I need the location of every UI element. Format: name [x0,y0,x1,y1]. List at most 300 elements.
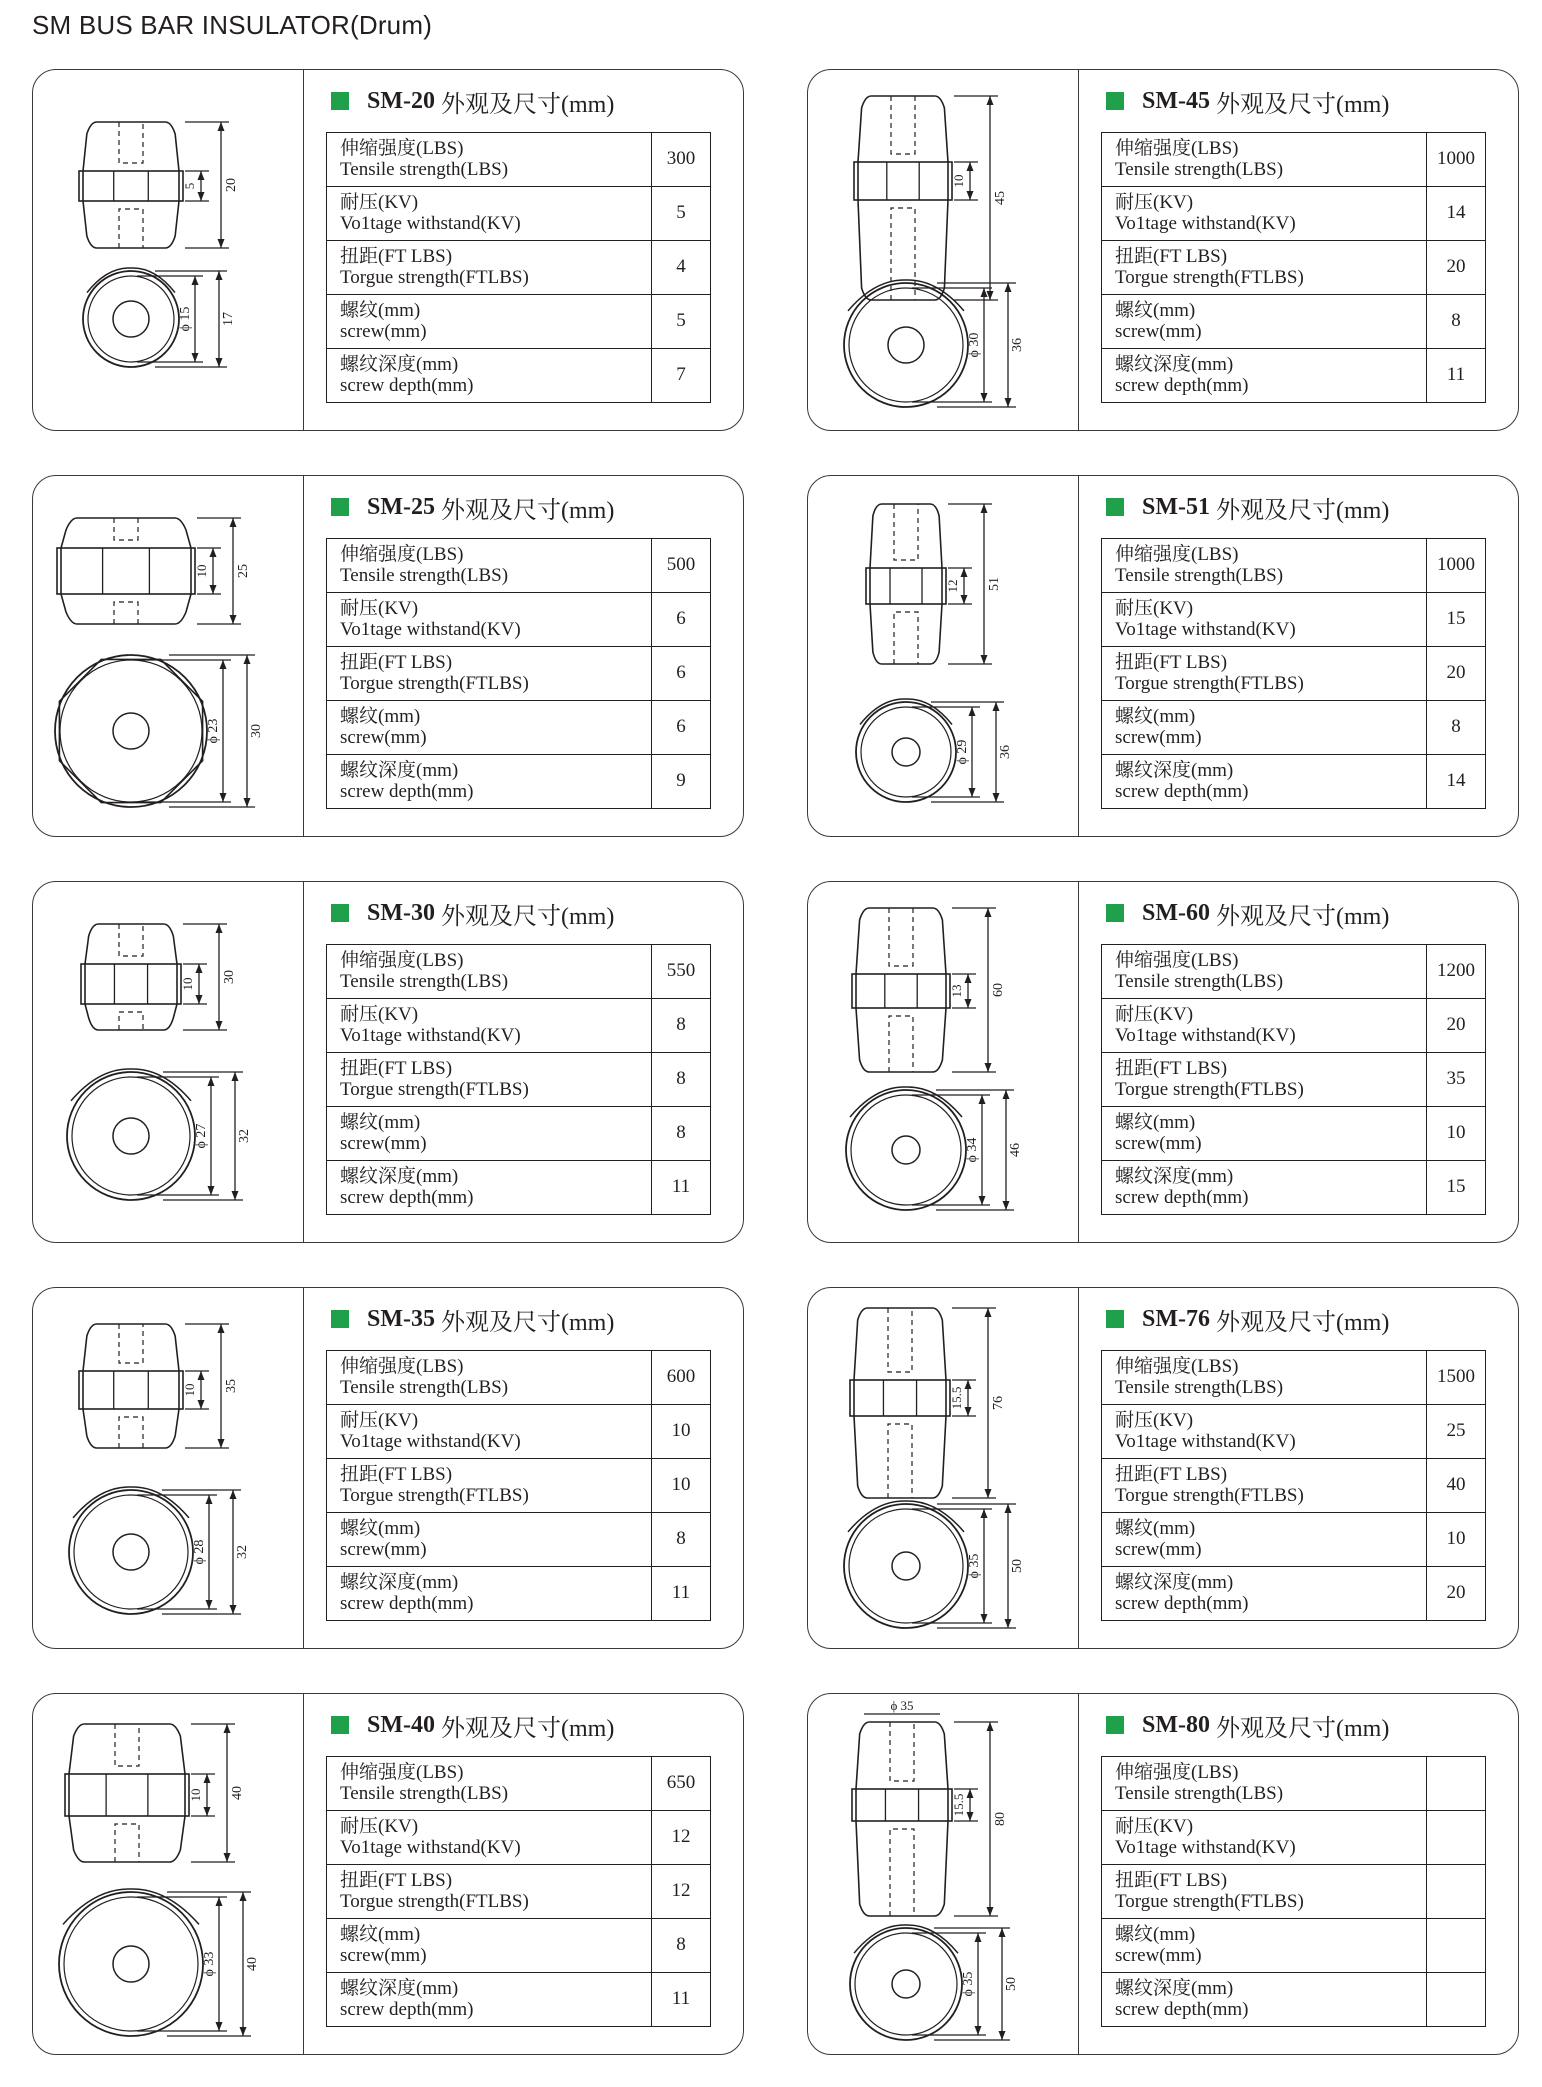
spec-label [1102,1161,1427,1215]
top-view-rim [63,1889,199,1924]
card-divider [1078,882,1079,1242]
insert-dimension-line-arrow-bottom [965,999,972,1008]
top-thread-hidden [889,908,913,966]
spec-row [327,349,711,403]
top-view [856,699,956,802]
spec-row [1102,133,1486,187]
spec-table [326,944,711,1215]
inner-diameter-label: ϕ 35 [961,1971,976,1997]
spec-value [1427,1973,1486,2027]
spec-value: 8 [652,999,711,1053]
inner-circle [64,1897,198,2031]
model-name: SM-76 [1142,1305,1210,1332]
insulator-drawing [33,1288,303,1646]
top-thread-hidden [894,504,918,560]
spec-label [1102,1919,1427,1973]
spec-label-cn: 螺纹(mm) [340,1923,421,1945]
product-title [1106,896,1389,930]
spec-row [1102,1053,1486,1107]
spec-table [1101,132,1486,403]
spec-value: 25 [1427,1405,1486,1459]
spec-label-cn: 螺纹深度(mm) [1115,1977,1234,1999]
spec-label [327,1973,652,2027]
side-view [852,908,950,1072]
bottom-thread-hidden [114,602,138,624]
spec-value: 11 [1427,349,1486,403]
spec-label-cn: 伸缩强度(LBS) [340,949,464,971]
inner-diameter-line-arrow-bottom [206,1600,213,1609]
spec-label-cn: 耐压(KV) [1115,1815,1194,1837]
inner-diameter-label: ϕ 33 [202,1951,217,1977]
inner-diameter-line-arrow-bottom [981,393,988,402]
insert-dimension-line-arrow-top [961,568,968,577]
height-label: 80 [993,1812,1008,1826]
spec-row [327,1973,711,2027]
spec-label [327,1811,652,1865]
spec-row [1102,593,1486,647]
insulator-band [65,1774,189,1816]
spec-value: 1000 [1427,539,1486,593]
spec-label [1102,295,1427,349]
spec-label [327,1567,652,1621]
spec-label [1102,539,1427,593]
product-card-sm-40 [32,1693,744,2055]
inner-diameter-label: ϕ 15 [178,306,193,332]
green-square-bullet [1106,1310,1124,1328]
spec-value: 15 [1427,593,1486,647]
spec-label [1102,1053,1427,1107]
spec-row [327,187,711,241]
spec-label [1102,133,1427,187]
spec-row [1102,1567,1486,1621]
spec-row [1102,701,1486,755]
height-dimension-line-arrow-bottom [981,655,988,664]
height-label: 35 [224,1379,239,1393]
top-thread-hidden [119,1324,143,1363]
spec-value: 7 [652,349,711,403]
spec-label-en: screw depth(mm) [340,780,474,802]
side-view [81,924,181,1030]
spec-row [327,1459,711,1513]
outer-diameter-line-arrow-top [1005,283,1012,292]
spec-label-cn: 螺纹(mm) [1115,1517,1196,1539]
product-card-sm-30 [32,881,744,1243]
insert-dimension-line-arrow-top [198,171,205,180]
insert-dimension-line-arrow-top [204,1774,211,1783]
inner-diameter-line-arrow-bottom [220,793,227,802]
model-name: SM-40 [367,1711,435,1738]
spec-label-cn: 耐压(KV) [340,191,419,213]
spec-label-cn: 耐压(KV) [1115,1409,1194,1431]
card-divider [1078,1694,1079,2054]
product-card-sm-35 [32,1287,744,1649]
spec-label-en: screw(mm) [1115,1944,1202,1966]
outer-diameter-label: 36 [998,745,1013,759]
top-thread-hidden [888,1308,912,1372]
spec-value: 10 [1427,1513,1486,1567]
spec-label [327,701,652,755]
spec-label-en: Torgue strength(FTLBS) [340,1890,529,1912]
bottom-thread-hidden [894,612,918,664]
spec-label-en: screw(mm) [1115,726,1202,748]
product-card-sm-45 [807,69,1519,431]
spec-label-cn: 扭距(FT LBS) [1115,1869,1228,1891]
spec-value: 6 [652,647,711,701]
model-name: SM-45 [1142,87,1210,114]
spec-table [1101,1756,1486,2027]
inner-diameter-line-arrow-top [981,1509,988,1518]
spec-row [327,755,711,809]
top-thread-hidden [119,924,143,956]
spec-label-cn: 螺纹深度(mm) [340,353,459,375]
insert-height-label: 10 [194,564,209,578]
spec-value: 14 [1427,755,1486,809]
spec-value: 20 [1427,647,1486,701]
spec-row [1102,1811,1486,1865]
insert-dimension-line-arrow-top [967,1789,974,1798]
spec-row [1102,1107,1486,1161]
spec-label-en: screw(mm) [340,726,427,748]
spec-label-cn: 伸缩强度(LBS) [340,543,464,565]
spec-value: 14 [1427,187,1486,241]
green-square-bullet [331,1310,349,1328]
outer-diameter-line-arrow-bottom [230,1605,237,1614]
spec-label-cn: 螺纹(mm) [1115,1111,1196,1133]
inner-diameter-line-arrow-bottom [208,1186,215,1195]
spec-row [1102,755,1486,809]
inner-diameter-line-arrow-top [975,1933,982,1942]
spec-value: 6 [652,701,711,755]
spec-label-cn: 扭距(FT LBS) [340,651,453,673]
spec-label-cn: 螺纹(mm) [1115,1923,1196,1945]
spec-row [1102,1973,1486,2027]
dimension-drawing [808,1694,1078,2054]
insert-dimension-line-arrow-bottom [198,192,205,201]
spec-row [327,1351,711,1405]
spec-label [1102,701,1427,755]
spec-label-en: screw(mm) [340,1538,427,1560]
spec-label-en: screw depth(mm) [1115,780,1249,802]
page-title: SM BUS BAR INSULATOR(Drum) [32,10,433,40]
insert-height-label: 10 [180,977,195,991]
screw-hole [113,1118,149,1154]
top-width-label: ϕ 35 [890,1698,914,1713]
outer-circle [55,655,207,807]
insulator-body [83,1324,179,1448]
spec-row [1102,349,1486,403]
green-square-bullet [331,498,349,516]
spec-value: 1000 [1427,133,1486,187]
spec-label-cn: 螺纹深度(mm) [340,1977,459,1999]
spec-row [1102,241,1486,295]
top-thread-hidden [890,1722,914,1781]
spec-label [327,349,652,403]
product-title [1106,84,1389,118]
spec-label-en: screw depth(mm) [340,1998,474,2020]
spec-value: 500 [652,539,711,593]
insulator-drawing [808,1694,1078,2052]
insulator-band [79,1371,183,1409]
spec-value: 6 [652,593,711,647]
side-view [866,504,946,664]
title-suffix: 外观及尺寸(mm) [441,497,615,524]
green-square-bullet [331,92,349,110]
spec-value: 35 [1427,1053,1486,1107]
outer-diameter-line-arrow-top [230,1490,237,1499]
spec-label-en: Tensile strength(LBS) [1115,1376,1284,1398]
insulator-body [61,518,191,624]
product-card-sm-80 [807,1693,1519,2055]
inner-diameter-line-arrow-bottom [192,353,199,362]
outer-diameter-line-arrow-bottom [240,2027,247,2036]
spec-label-cn: 螺纹深度(mm) [1115,1165,1234,1187]
top-view-rim [848,1501,964,1532]
product-card-sm-51 [807,475,1519,837]
spec-label [327,647,652,701]
outer-diameter-label: 50 [1010,1559,1025,1573]
inner-diameter-line-arrow-bottom [981,1614,988,1623]
bottom-thread-hidden [119,1417,143,1448]
inner-diameter-label: ϕ 29 [955,739,970,765]
outer-diameter-line-arrow-top [1005,1504,1012,1513]
height-dimension-line-arrow-top [218,1324,225,1333]
height-dimension-line-arrow-bottom [216,1021,223,1030]
top-view [844,280,968,407]
insulator-body [854,1308,946,1498]
screw-hole [892,1136,920,1164]
dimension-drawing [808,1288,1078,1648]
insert-height-label: 13 [949,984,964,998]
inner-circle [849,288,963,402]
inner-diameter-label: ϕ 28 [192,1539,207,1565]
spec-label-cn: 螺纹(mm) [1115,705,1196,727]
spec-row [1102,539,1486,593]
inner-diameter-line-arrow-bottom [979,1196,986,1205]
insert-dimension-line-arrow-bottom [210,585,217,594]
inner-circle [88,276,174,362]
spec-value: 11 [652,1161,711,1215]
insert-height-label: 10 [951,174,966,188]
dimension-drawing [33,1288,303,1648]
insulator-band [57,548,195,594]
inner-diameter-label: ϕ 34 [965,1137,980,1163]
outer-diameter-line-arrow-bottom [999,2031,1006,2040]
spec-label [1102,1757,1427,1811]
dimension-drawing [33,476,303,836]
card-divider [1078,1288,1079,1648]
spec-value: 300 [652,133,711,187]
insulator-band [81,964,181,1004]
spec-row [1102,1757,1486,1811]
screw-hole [113,713,149,749]
insert-dimension-line-arrow-bottom [204,1807,211,1816]
outer-diameter-label: 46 [1008,1143,1023,1157]
spec-label-en: Vo1tage withstand(KV) [1115,1430,1296,1452]
inner-diameter-label: ϕ 27 [194,1123,209,1149]
spec-label [327,1161,652,1215]
card-divider [303,70,304,430]
spec-label [1102,999,1427,1053]
height-dimension-line-arrow-top [218,122,225,131]
screw-hole [888,327,924,363]
green-square-bullet [1106,498,1124,516]
screw-hole [113,301,149,337]
spec-value [1427,1919,1486,1973]
spec-label-en: Torgue strength(FTLBS) [340,266,529,288]
spec-row [327,999,711,1053]
inner-diameter-label: ϕ 23 [206,718,221,744]
spec-label-en: Torgue strength(FTLBS) [1115,1890,1304,1912]
outer-diameter-line-arrow-bottom [232,1191,239,1200]
insulator-band [852,1789,952,1821]
spec-label [1102,593,1427,647]
title-suffix: 外观及尺寸(mm) [441,1715,615,1742]
outer-diameter-line-arrow-bottom [1005,1619,1012,1628]
top-thread-hidden [115,1724,139,1766]
height-dimension-line-arrow-top [985,1308,992,1317]
model-name: SM-80 [1142,1711,1210,1738]
spec-label-en: Vo1tage withstand(KV) [1115,212,1296,234]
side-view [79,1324,183,1448]
spec-row [327,945,711,999]
spec-label-cn: 扭距(FT LBS) [340,1463,453,1485]
spec-row [1102,1513,1486,1567]
spec-label-cn: 螺纹深度(mm) [1115,1571,1234,1593]
model-name: SM-60 [1142,899,1210,926]
product-title [331,84,614,118]
spec-label-en: Vo1tage withstand(KV) [340,1836,521,1858]
spec-label-en: Torgue strength(FTLBS) [1115,1078,1304,1100]
spec-value: 10 [652,1405,711,1459]
insert-dimension-line-arrow-top [965,1380,972,1389]
model-name: SM-30 [367,899,435,926]
inner-diameter-label: ϕ 35 [967,1553,982,1579]
spec-label-en: Vo1tage withstand(KV) [1115,618,1296,640]
inner-diameter-line-arrow-top [969,707,976,716]
height-dimension-line-arrow-top [224,1724,231,1733]
spec-value: 15 [1427,1161,1486,1215]
product-card-sm-20 [32,69,744,431]
height-dimension-line-arrow-top [987,1722,994,1731]
insulator-body [85,924,177,1030]
spec-row [327,1053,711,1107]
spec-value [1427,1811,1486,1865]
spec-row [1102,1351,1486,1405]
green-square-bullet [1106,904,1124,922]
insulator-body [856,908,946,1072]
spec-row [1102,1459,1486,1513]
outer-circle [83,271,179,367]
spec-label-en: Vo1tage withstand(KV) [340,1024,521,1046]
spec-label-cn: 扭距(FT LBS) [1115,1057,1228,1079]
spec-row [1102,295,1486,349]
spec-row [327,1865,711,1919]
outer-diameter-line-arrow-bottom [993,793,1000,802]
inner-circle [72,1077,190,1195]
product-card-sm-25 [32,475,744,837]
top-view [850,1925,962,2040]
spec-label [1102,349,1427,403]
title-suffix: 外观及尺寸(mm) [1216,903,1390,930]
spec-label-en: Torgue strength(FTLBS) [1115,266,1304,288]
spec-label [327,1513,652,1567]
spec-label-cn: 耐压(KV) [1115,191,1194,213]
spec-value: 11 [652,1567,711,1621]
spec-table [326,1756,711,2027]
insert-dimension-line-arrow-bottom [967,191,974,200]
spec-label-en: screw depth(mm) [1115,374,1249,396]
spec-value: 8 [652,1053,711,1107]
spec-row [327,1757,711,1811]
insulator-body [69,1724,185,1862]
insert-height-label: 10 [182,1383,197,1397]
spec-label-cn: 耐压(KV) [340,1003,419,1025]
spec-label-cn: 伸缩强度(LBS) [340,137,464,159]
spec-table [1101,538,1486,809]
height-label: 60 [991,983,1006,997]
spec-row [1102,1161,1486,1215]
green-square-bullet [1106,1716,1124,1734]
spec-label [1102,1459,1427,1513]
top-thread-hidden [119,122,143,163]
spec-label [1102,187,1427,241]
spec-label-cn: 耐压(KV) [1115,597,1194,619]
outer-circle [844,1504,968,1628]
spec-value: 8 [652,1513,711,1567]
insulator-drawing [808,70,1078,428]
spec-label-cn: 耐压(KV) [340,1815,419,1837]
outer-diameter-line-arrow-bottom [1005,398,1012,407]
inner-diameter-line-arrow-top [192,276,199,285]
spec-value: 650 [652,1757,711,1811]
insulator-drawing [33,476,303,834]
spec-label-cn: 伸缩强度(LBS) [1115,949,1239,971]
top-thread-hidden [891,96,915,154]
spec-label-en: Tensile strength(LBS) [340,1376,509,1398]
spec-label-cn: 伸缩强度(LBS) [1115,1761,1239,1783]
spec-label [327,1459,652,1513]
spec-label-en: Vo1tage withstand(KV) [340,1430,521,1452]
spec-label-en: Vo1tage withstand(KV) [1115,1836,1296,1858]
card-divider [1078,476,1079,836]
spec-value: 12 [652,1865,711,1919]
spec-label [1102,1107,1427,1161]
spec-label-cn: 螺纹(mm) [340,705,421,727]
height-label: 40 [230,1786,245,1800]
height-dimension-line-arrow-top [230,518,237,527]
spec-label [327,755,652,809]
height-label: 30 [222,970,237,984]
spec-label-cn: 扭距(FT LBS) [340,1057,453,1079]
outer-diameter-line-arrow-top [999,1928,1006,1937]
spec-row [327,241,711,295]
top-view-rim [71,1069,191,1101]
spec-label-cn: 扭距(FT LBS) [340,245,453,267]
title-suffix: 外观及尺寸(mm) [1216,1715,1390,1742]
spec-label-en: screw depth(mm) [1115,1186,1249,1208]
spec-label [327,593,652,647]
height-dimension-line-arrow-bottom [985,1063,992,1072]
outer-diameter-line-arrow-top [1003,1090,1010,1099]
spec-label-en: screw(mm) [340,1132,427,1154]
spec-value: 8 [1427,701,1486,755]
insulator-body [870,504,942,664]
insulator-body [83,122,179,248]
height-dimension-line-arrow-bottom [230,615,237,624]
spec-label [1102,1351,1427,1405]
outer-diameter-label: 17 [221,312,236,326]
insulator-band [852,974,950,1008]
